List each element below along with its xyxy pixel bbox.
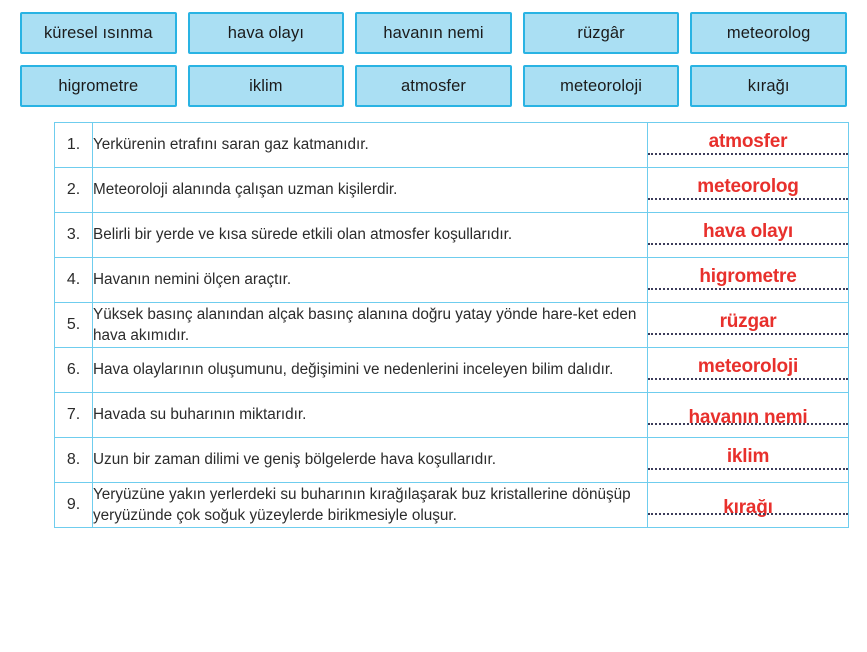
answer-slot[interactable] [648, 303, 848, 347]
answer-text: hava olayı [703, 221, 793, 242]
answer-cell[interactable] [648, 258, 849, 303]
answer-cell[interactable] [648, 168, 849, 213]
definitions-table [54, 122, 849, 528]
row-number: 8. [55, 438, 93, 483]
table-row [55, 483, 849, 528]
answer-slot[interactable] [648, 483, 848, 527]
definition-text: Havanın nemini ölçen araçtır. [93, 258, 648, 303]
dotted-rule [648, 513, 848, 515]
definitions-table-body [55, 123, 849, 528]
dotted-rule [648, 423, 848, 425]
answer-slot[interactable] [648, 438, 848, 482]
answer-text: meteoroloji [697, 356, 799, 377]
table-row [55, 393, 849, 438]
word-chip-iklim[interactable]: iklim [188, 65, 345, 107]
row-number: 5. [55, 303, 93, 348]
table-row [55, 123, 849, 168]
table-row [55, 258, 849, 303]
table-row [55, 438, 849, 483]
answer-slot[interactable] [648, 168, 848, 212]
definition-text: Uzun bir zaman dilimi ve geniş bölgelerde hava koşullarıdır. [93, 438, 648, 483]
table-row [55, 168, 849, 213]
definition-text: Yerkürenin etrafını saran gaz katmanıdır. [93, 123, 648, 168]
table-row [55, 213, 849, 258]
word-bank [0, 0, 867, 107]
answer-slot[interactable] [648, 393, 848, 437]
word-chip-higrometre[interactable]: higrometre [20, 65, 177, 107]
word-chip-kuresel-isinma[interactable]: küresel ısınma [20, 12, 177, 54]
answer-cell[interactable] [648, 213, 849, 258]
definition-text: Yüksek basınç alanından alçak basınç alanına doğru yatay yönde hare-ket eden hava akımıdır. [93, 303, 648, 348]
word-chip-hava-olayi[interactable]: hava olayı [188, 12, 345, 54]
dotted-rule [648, 333, 848, 335]
answer-slot[interactable] [648, 213, 848, 257]
row-number: 1. [55, 123, 93, 168]
row-number: 9. [55, 483, 93, 528]
table-row [55, 348, 849, 393]
answer-text: rüzgar [719, 311, 777, 332]
definition-text: Belirli bir yerde ve kısa sürede etkili olan atmosfer koşullarıdır. [93, 213, 648, 258]
word-chip-atmosfer[interactable]: atmosfer [355, 65, 512, 107]
word-chip-meteoroloji[interactable]: meteoroloji [523, 65, 680, 107]
answer-text: iklim [726, 446, 770, 467]
answer-text: higrometre [699, 266, 797, 287]
word-chip-havanin-nemi[interactable]: havanın nemi [355, 12, 512, 54]
answer-text: havanın nemi [688, 407, 808, 428]
row-number: 2. [55, 168, 93, 213]
answer-text: kırağı [723, 497, 773, 518]
answer-cell[interactable] [648, 393, 849, 438]
answer-cell[interactable] [648, 123, 849, 168]
dotted-rule [648, 288, 848, 290]
answer-cell[interactable] [648, 438, 849, 483]
answer-cell[interactable] [648, 303, 849, 348]
answer-cell[interactable] [648, 483, 849, 528]
dotted-rule [648, 198, 848, 200]
answer-slot[interactable] [648, 123, 848, 167]
definition-text: Hava olaylarının oluşumunu, değişimini ve nedenlerini inceleyen bilim dalıdır. [93, 348, 648, 393]
dotted-rule [648, 243, 848, 245]
row-number: 7. [55, 393, 93, 438]
table-row [55, 303, 849, 348]
word-bank-row-1 [20, 12, 847, 54]
row-number: 6. [55, 348, 93, 393]
word-bank-row-2 [20, 65, 847, 107]
word-chip-ruzgar[interactable]: rüzgâr [523, 12, 680, 54]
word-chip-meteorolog[interactable]: meteorolog [690, 12, 847, 54]
dotted-rule [648, 153, 848, 155]
definition-text: Meteoroloji alanında çalışan uzman kişilerdir. [93, 168, 648, 213]
row-number: 4. [55, 258, 93, 303]
answer-text: meteorolog [697, 176, 799, 197]
definition-text: Yeryüzüne yakın yerlerdeki su buharının kırağılaşarak buz kristallerine dönüşüp yeryüzünde çok soğuk yüzeylerde birikmesiyle oluşur. [93, 483, 648, 528]
definition-text: Havada su buharının miktarıdır. [93, 393, 648, 438]
answer-cell[interactable] [648, 348, 849, 393]
dotted-rule [648, 468, 848, 470]
word-chip-kiragi[interactable]: kırağı [690, 65, 847, 107]
answer-slot[interactable] [648, 348, 848, 392]
dotted-rule [648, 378, 848, 380]
row-number: 3. [55, 213, 93, 258]
answer-slot[interactable] [648, 258, 848, 302]
answer-text: atmosfer [708, 131, 788, 152]
